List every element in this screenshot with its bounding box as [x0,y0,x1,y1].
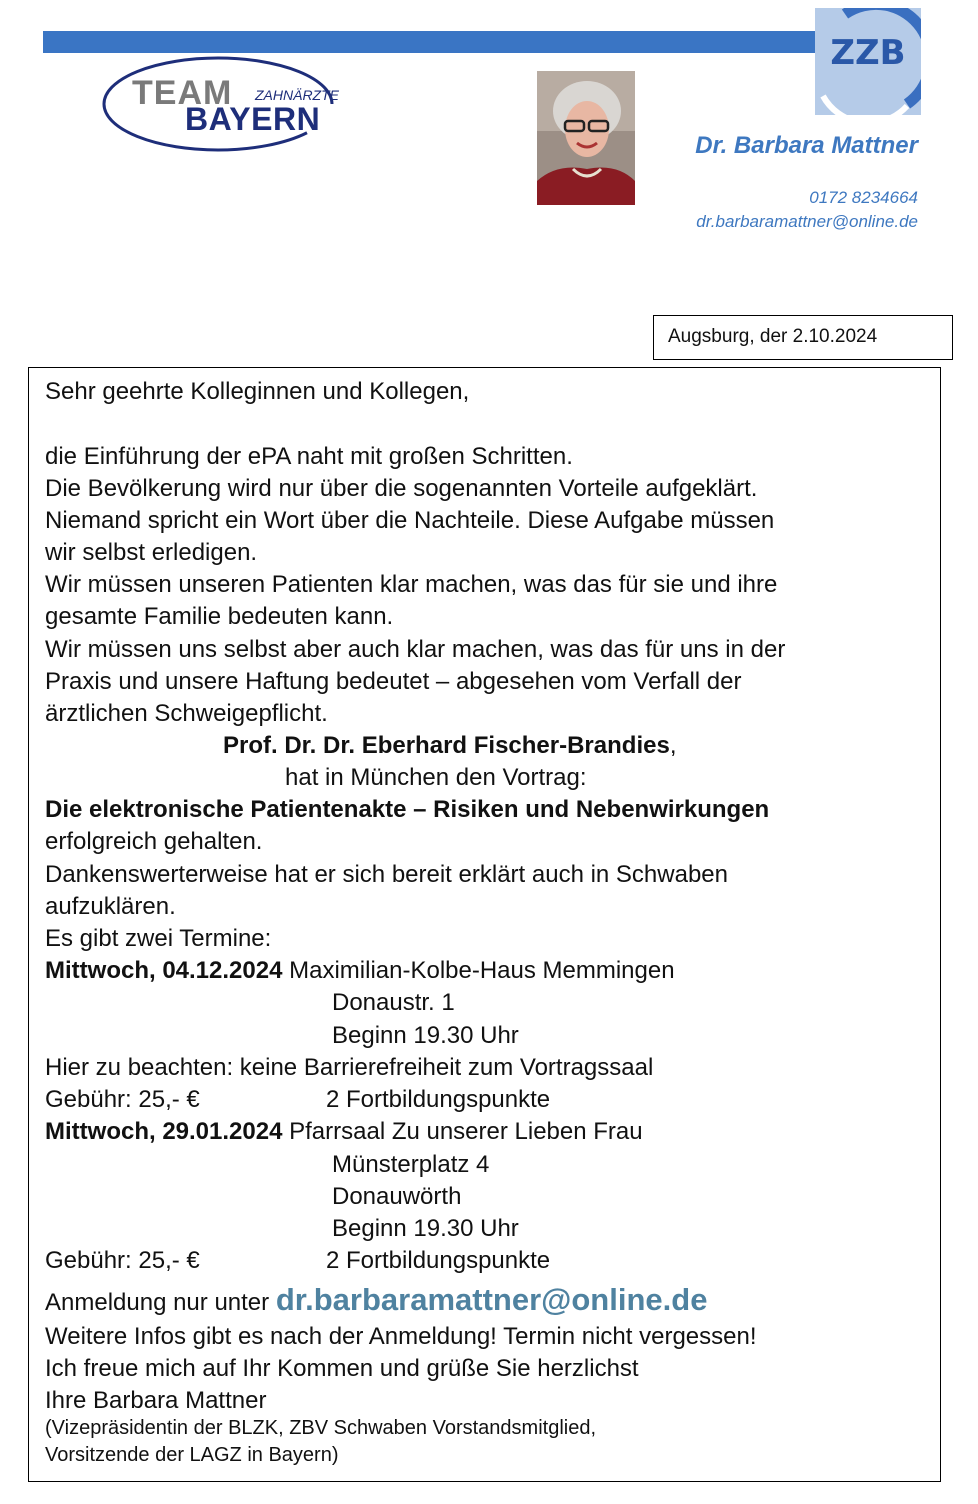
paragraph-line: die Einführung der ePA naht mit großen Schritten. [45,443,573,470]
event-1-note: Hier zu beachten: keine Barrierefreiheit zum Vortragssaal [45,1054,654,1081]
signature: Ihre Barbara Mattner [45,1387,267,1414]
logo-bayern-text: BAYERN [185,101,321,137]
event-1-fee: Gebühr: 25,- € [45,1086,200,1113]
event-1-points: 2 Fortbildungspunkte [326,1086,551,1113]
date-box: Augsburg, der 2.10.2024 [653,315,953,360]
closing: Ich freue mich auf Ihr Kommen und grüße Sie herzlichst [45,1355,639,1382]
paragraph-line: ärztlichen Schweigepflicht. [45,700,328,727]
logo-zahnaerzte-text: ZAHNÄRZTE [255,87,339,103]
paragraph-line: Wir müssen uns selbst aber auch klar machen, was das für uns in der [45,636,786,663]
sender-name: Dr. Barbara Mattner [695,132,918,159]
speaker-name: Prof. Dr. Dr. Eberhard Fischer-Brandies [223,732,670,759]
sender-email: dr.barbaramattner@online.de [696,212,918,231]
zzb-logo [815,8,921,115]
greeting: Sehr geehrte Kolleginnen und Kollegen, [45,378,470,405]
registration-line [45,1280,707,1323]
signature-role-line: (Vizepräsidentin der BLZK, ZBV Schwaben Vorstandsmitglied, [45,1417,597,1439]
paragraph-line: Dankenswerterweise hat er sich bereit erklärt auch in Schwaben [45,861,729,888]
letter-body [28,367,941,1482]
talk-intro: hat in München den Vortrag: [285,764,587,791]
event-2-address: Münsterplatz 4 [332,1151,490,1178]
event-1-address: Donaustr. 1 [332,989,455,1016]
dates-intro: Es gibt zwei Termine: [45,925,272,952]
paragraph-line: gesamte Familie bedeuten kann. [45,603,394,630]
sender-phone: 0172 8234664 [809,188,918,207]
zzb-logo-text: ZZB [830,33,906,73]
event-2-city: Donauwörth [332,1183,462,1210]
registration-email-link[interactable]: dr.barbaramattner@online.de [275,1282,708,1317]
event-2-start: Beginn 19.30 Uhr [332,1215,519,1242]
team-zahnaerzte-bayern-logo [100,54,350,156]
event-2-date: Mittwoch, 29.01.2024 [45,1118,283,1145]
logo-team-text: TEAM [132,74,233,112]
event-2-location: Pfarrsaal Zu unserer Lieben Frau [289,1118,643,1145]
speaker-line [223,730,676,762]
paragraph-line: Wir müssen unseren Patienten klar machen, was das für sie und ihre [45,571,778,598]
event-2-fee: Gebühr: 25,- € [45,1247,200,1274]
registration-prefix: Anmeldung nur unter [45,1289,270,1316]
speaker-comma: , [669,732,677,759]
event-1-start: Beginn 19.30 Uhr [332,1022,519,1049]
talk-title: Die elektronische Patientenakte – Risiken und Nebenwirkungen [45,796,770,823]
event-1-location: Maximilian-Kolbe-Haus Memmingen [289,957,675,984]
paragraph-line: Niemand spricht ein Wort über die Nachteile. Diese Aufgabe müssen [45,507,775,534]
event-2-line [45,1116,643,1148]
more-info: Weitere Infos gibt es nach der Anmeldung! Termin nicht vergessen! [45,1323,757,1350]
paragraph-line: erfolgreich gehalten. [45,828,263,855]
event-1-line [45,955,675,987]
paragraph-line: wir selbst erledigen. [45,539,258,566]
event-1-date: Mittwoch, 04.12.2024 [45,957,283,984]
paragraph-line: Praxis und unsere Haftung bedeutet – abgesehen vom Verfall der [45,668,742,695]
header-accent-bar [43,31,818,53]
paragraph-line: Die Bevölkerung wird nur über die sogenannten Vorteile aufgeklärt. [45,475,758,502]
signature-role-line: Vorsitzende der LAGZ in Bayern) [45,1444,339,1466]
paragraph-line: aufzuklären. [45,893,176,920]
event-2-points: 2 Fortbildungspunkte [326,1247,551,1274]
